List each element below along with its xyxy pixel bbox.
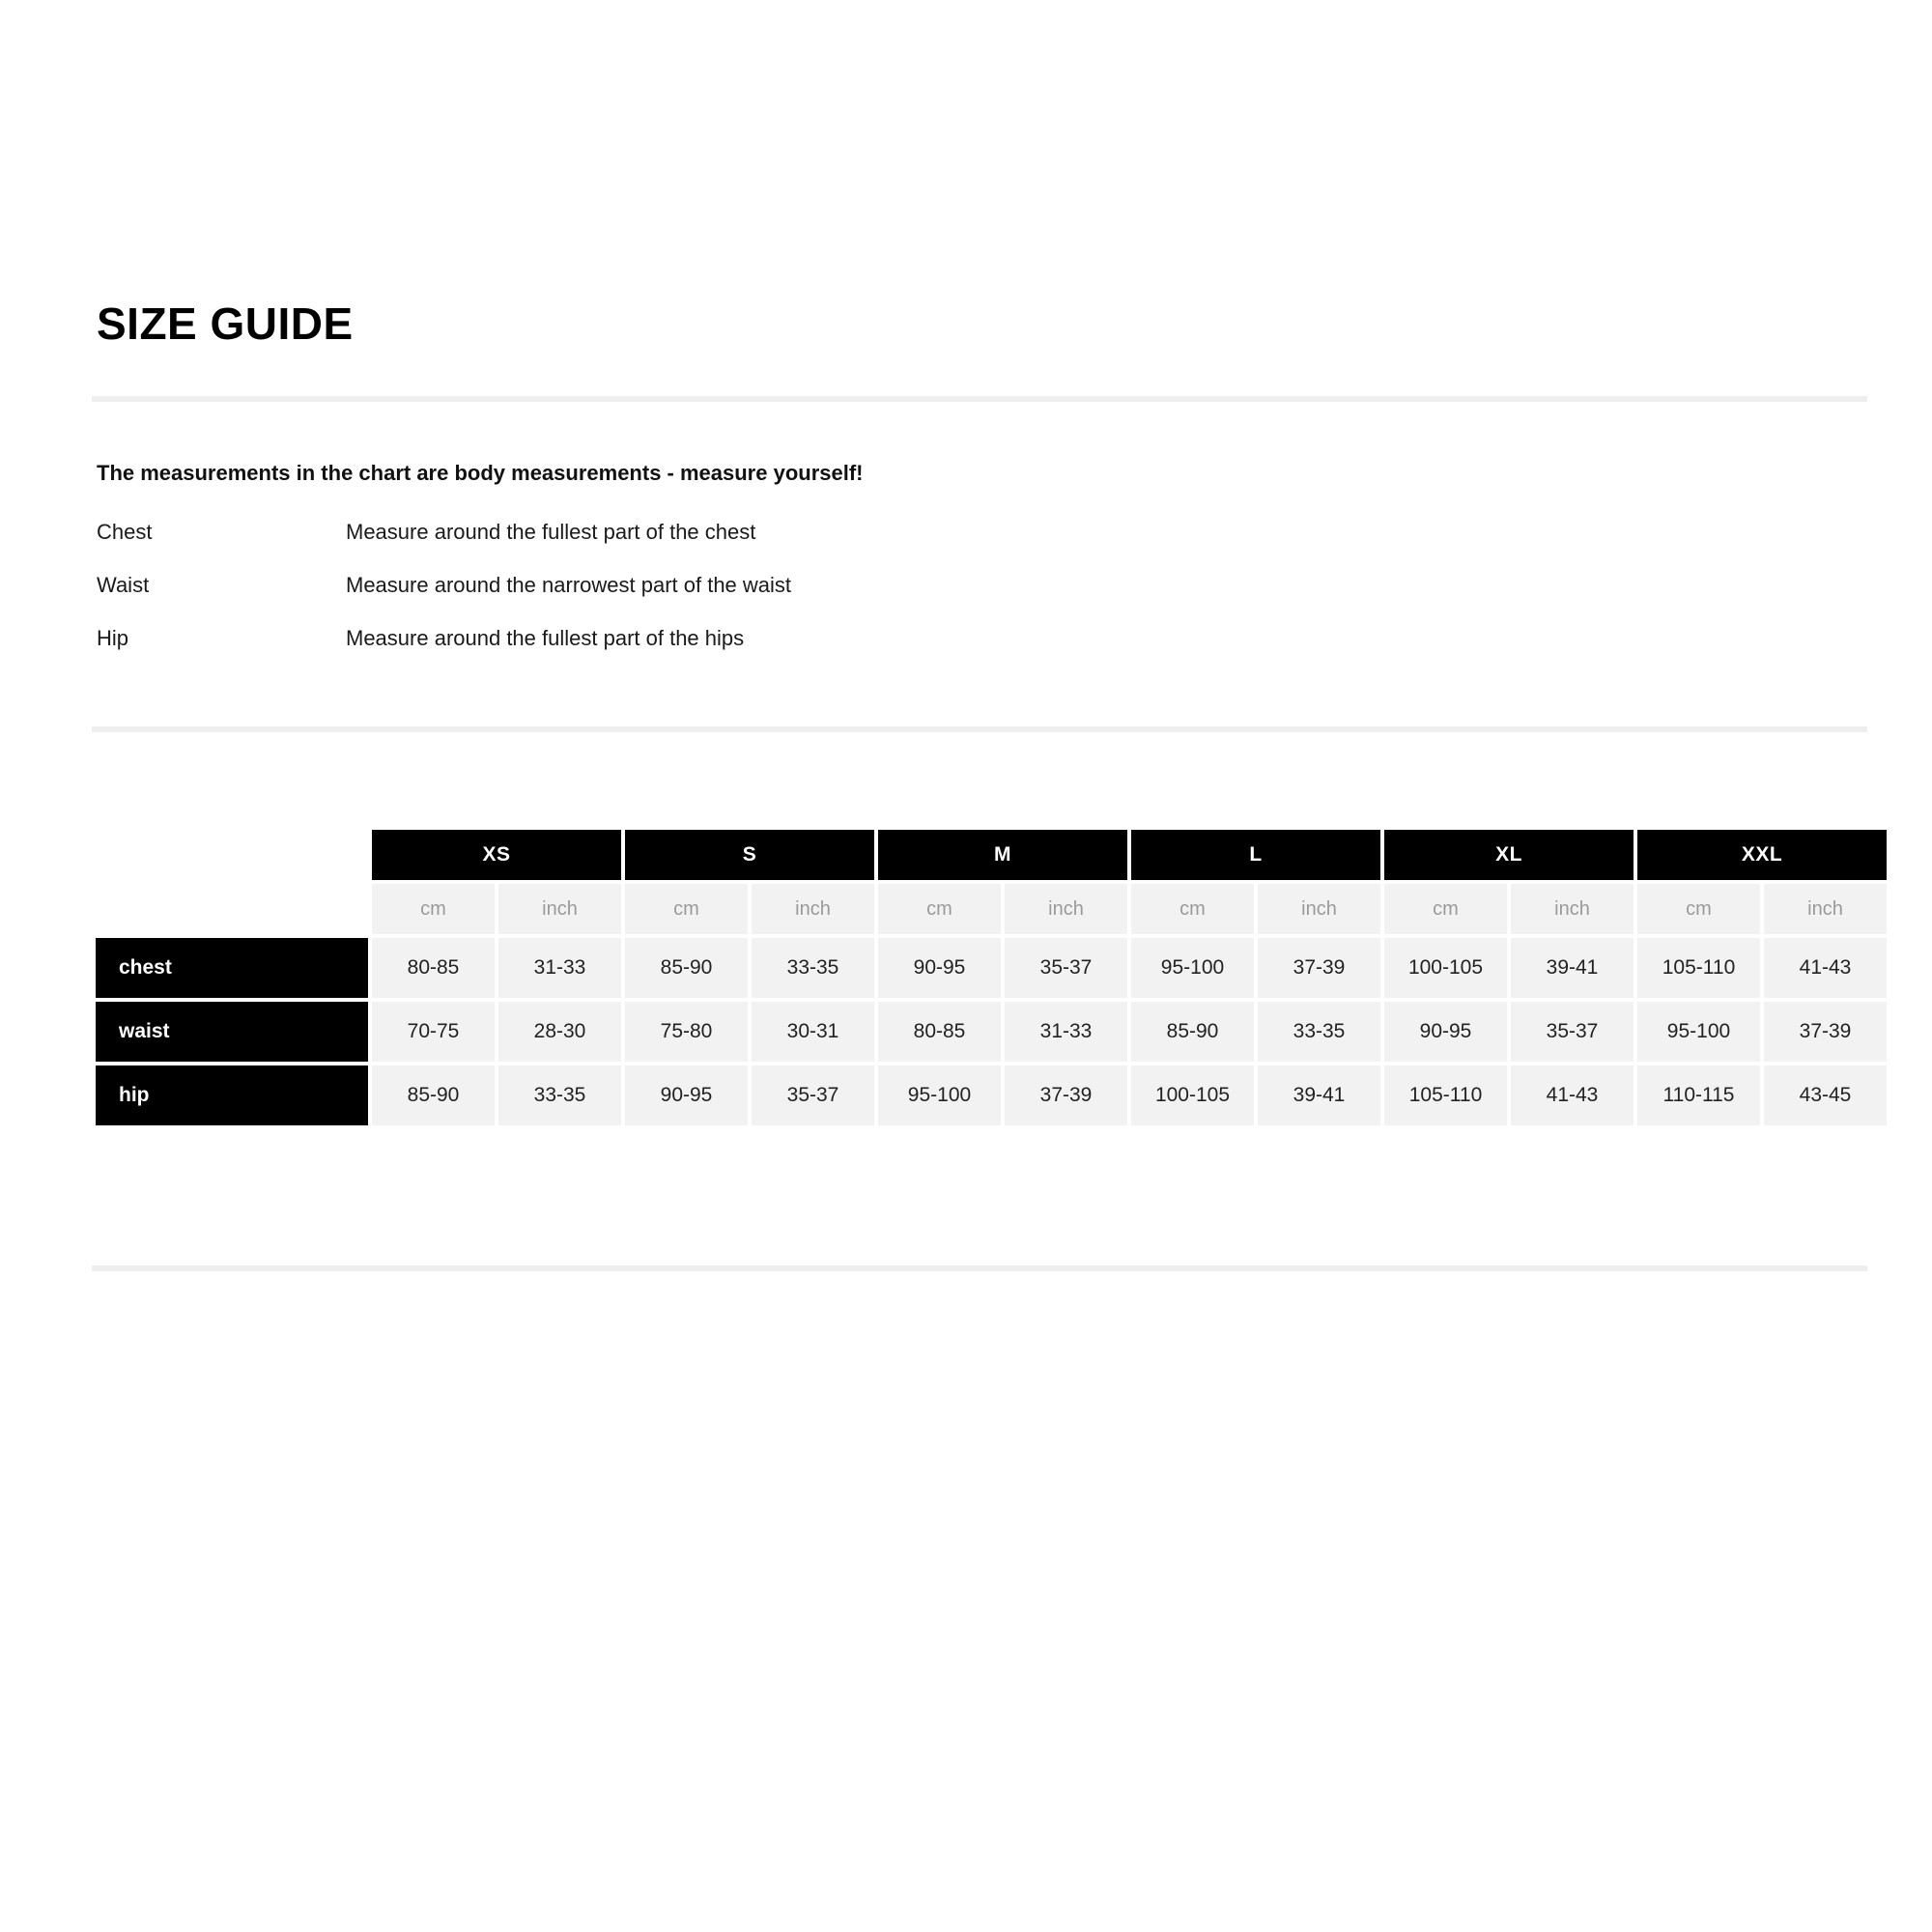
- value-cell: 70-75: [372, 1002, 495, 1062]
- row-label-chest: chest: [96, 938, 368, 998]
- value-cell: 43-45: [1764, 1065, 1887, 1125]
- intro-text: The measurements in the chart are body measurements - measure yourself!: [97, 461, 864, 485]
- value-cell: 31-33: [498, 938, 621, 998]
- value-cell: 37-39: [1005, 1065, 1127, 1125]
- size-header-s: S: [625, 830, 874, 880]
- value-cell: 100-105: [1384, 938, 1507, 998]
- value-cell: 90-95: [878, 938, 1001, 998]
- definition-description: Measure around the fullest part of the hips: [346, 626, 745, 650]
- value-cell: 95-100: [1131, 938, 1254, 998]
- table-corner-cell: [96, 884, 368, 934]
- value-cell: 100-105: [1131, 1065, 1254, 1125]
- definition-term: Waist: [97, 573, 150, 597]
- size-header-m: M: [878, 830, 1127, 880]
- definition-term: Chest: [97, 520, 153, 544]
- value-cell: 39-41: [1258, 1065, 1380, 1125]
- value-cell: 105-110: [1637, 938, 1760, 998]
- value-cell: 105-110: [1384, 1065, 1507, 1125]
- unit-cell-inch: inch: [1511, 884, 1634, 934]
- unit-cell-cm: cm: [625, 884, 748, 934]
- value-cell: 37-39: [1258, 938, 1380, 998]
- divider-bottom: [92, 1265, 1867, 1271]
- definition-description: Measure around the narrowest part of the waist: [346, 573, 792, 597]
- unit-cell-inch: inch: [1258, 884, 1380, 934]
- row-label-hip: hip: [96, 1065, 368, 1125]
- page-title: SIZE GUIDE: [97, 298, 354, 349]
- table-row-units: [96, 884, 1887, 934]
- value-cell: 85-90: [372, 1065, 495, 1125]
- value-cell: 41-43: [1511, 1065, 1634, 1125]
- definition-row: [97, 520, 1449, 573]
- value-cell: 37-39: [1764, 1002, 1887, 1062]
- divider-middle: [92, 726, 1867, 732]
- table-row-sizes: [96, 830, 1887, 880]
- definition-row: [97, 573, 1449, 626]
- size-header-xxl: XXL: [1637, 830, 1887, 880]
- size-table-wrapper: [92, 826, 1890, 1129]
- value-cell: 85-90: [625, 938, 748, 998]
- value-cell: 31-33: [1005, 1002, 1127, 1062]
- value-cell: 90-95: [625, 1065, 748, 1125]
- value-cell: 39-41: [1511, 938, 1634, 998]
- value-cell: 30-31: [752, 1002, 874, 1062]
- value-cell: 80-85: [878, 1002, 1001, 1062]
- definition-description: Measure around the fullest part of the chest: [346, 520, 756, 544]
- value-cell: 90-95: [1384, 1002, 1507, 1062]
- definition-row: [97, 626, 1449, 679]
- unit-cell-cm: cm: [1384, 884, 1507, 934]
- unit-cell-inch: inch: [752, 884, 874, 934]
- table-corner-cell: [96, 830, 368, 880]
- table-row: [96, 1002, 1887, 1062]
- size-header-l: L: [1131, 830, 1380, 880]
- unit-cell-inch: inch: [498, 884, 621, 934]
- value-cell: 80-85: [372, 938, 495, 998]
- value-cell: 33-35: [1258, 1002, 1380, 1062]
- value-cell: 33-35: [752, 938, 874, 998]
- value-cell: 35-37: [752, 1065, 874, 1125]
- unit-cell-cm: cm: [372, 884, 495, 934]
- unit-cell-cm: cm: [1637, 884, 1760, 934]
- value-cell: 95-100: [1637, 1002, 1760, 1062]
- unit-cell-cm: cm: [878, 884, 1001, 934]
- measurement-definitions: [97, 520, 1449, 679]
- size-header-xl: XL: [1384, 830, 1634, 880]
- value-cell: 33-35: [498, 1065, 621, 1125]
- divider-top: [92, 396, 1867, 402]
- table-row: [96, 1065, 1887, 1125]
- value-cell: 85-90: [1131, 1002, 1254, 1062]
- row-label-waist: waist: [96, 1002, 368, 1062]
- value-cell: 110-115: [1637, 1065, 1760, 1125]
- value-cell: 75-80: [625, 1002, 748, 1062]
- value-cell: 35-37: [1511, 1002, 1634, 1062]
- unit-cell-inch: inch: [1764, 884, 1887, 934]
- definition-term: Hip: [97, 626, 129, 650]
- unit-cell-cm: cm: [1131, 884, 1254, 934]
- unit-cell-inch: inch: [1005, 884, 1127, 934]
- value-cell: 35-37: [1005, 938, 1127, 998]
- value-cell: 41-43: [1764, 938, 1887, 998]
- value-cell: 95-100: [878, 1065, 1001, 1125]
- size-chart-table: [92, 826, 1890, 1129]
- table-row: [96, 938, 1887, 998]
- size-header-xs: XS: [372, 830, 621, 880]
- value-cell: 28-30: [498, 1002, 621, 1062]
